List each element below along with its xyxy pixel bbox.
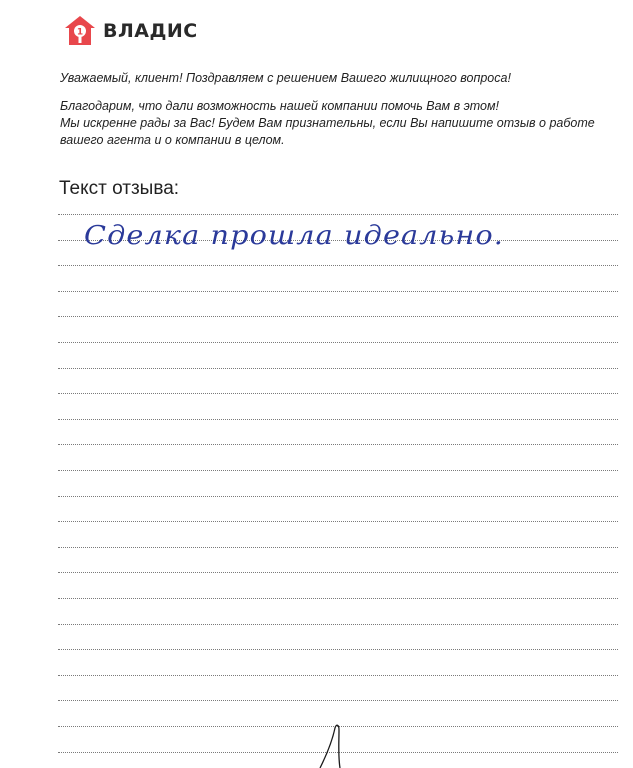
writing-line [58, 470, 618, 471]
writing-line [58, 444, 618, 445]
writing-line [58, 316, 618, 317]
writing-line [58, 572, 618, 573]
writing-line [58, 700, 618, 701]
writing-line [58, 393, 618, 394]
review-title: Текст отзыва: [59, 178, 180, 199]
writing-line [58, 291, 618, 292]
writing-line [58, 496, 618, 497]
intro-line-3: вашего агента и о компании в целом. [60, 133, 285, 147]
intro-line-1: Благодарим, что дали возможность нашей компании помочь Вам в этом! [60, 99, 500, 113]
writing-line [58, 521, 618, 522]
handwritten-review [80, 212, 520, 268]
greeting-text: Уважаемый, клиент! Поздравляем с решением Вашего жилищного вопроса! [60, 71, 511, 85]
logo-digit: 1 [76, 27, 84, 38]
writing-line [58, 547, 618, 548]
handwritten-review-text: Сделка прошла идеально. [84, 221, 504, 251]
writing-line [58, 598, 618, 599]
writing-line [58, 624, 618, 625]
writing-line [58, 419, 618, 420]
brand-name: ВЛАДИС [103, 20, 198, 42]
signature-stroke [318, 722, 348, 768]
writing-line [58, 649, 618, 650]
writing-lines [58, 0, 618, 768]
writing-line [58, 368, 618, 369]
writing-line [58, 675, 618, 676]
intro-line-2: Мы искренне рады за Вас! Будем Вам признательны, если Вы напишите отзыв о работе [60, 116, 595, 130]
writing-line [58, 342, 618, 343]
